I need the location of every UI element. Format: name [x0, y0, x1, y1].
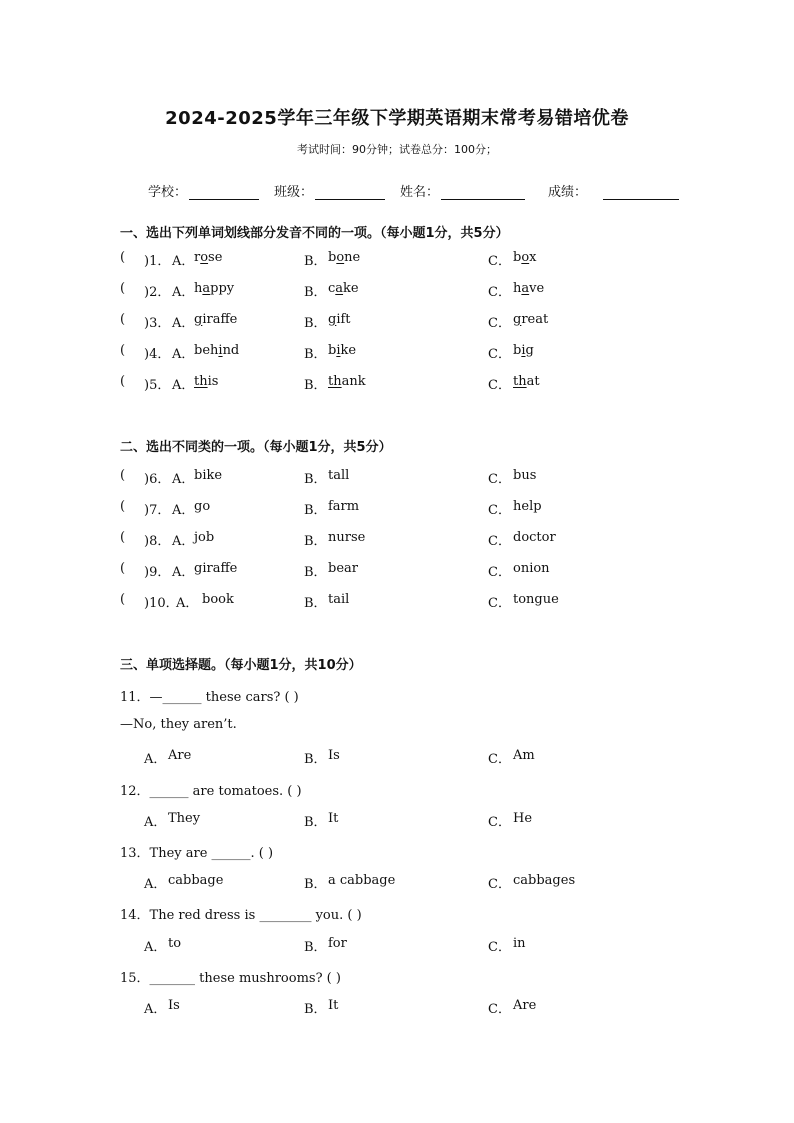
- option-b-label: B．: [304, 472, 327, 487]
- option-c[interactable]: [513, 281, 544, 296]
- option-b-label: B．: [304, 534, 327, 549]
- option-b-label: B．: [304, 316, 327, 331]
- underlined-letters: i: [336, 343, 341, 358]
- underlined-letters: g: [513, 312, 522, 327]
- option-a[interactable]: book: [202, 592, 234, 607]
- option-c-label: C．: [488, 877, 511, 892]
- question-8-row: [120, 530, 680, 550]
- option-c[interactable]: tongue: [513, 592, 559, 607]
- option-c-label: C．: [488, 752, 511, 767]
- question-number: )4．: [144, 347, 171, 362]
- option-a[interactable]: bike: [194, 468, 223, 483]
- answer-paren[interactable]: (: [120, 374, 126, 389]
- option-c-label: C．: [488, 1002, 511, 1017]
- word-part: ppy: [210, 281, 235, 296]
- answer-paren[interactable]: (: [120, 281, 126, 296]
- word-part: r: [194, 250, 201, 265]
- question-6-row: [120, 468, 680, 488]
- option-a[interactable]: go: [194, 499, 211, 514]
- option-c-label: C．: [488, 254, 511, 269]
- question-number: )1．: [144, 254, 171, 269]
- option-c-label: C．: [488, 534, 511, 549]
- word-part: b: [513, 250, 522, 265]
- option-b-label: B．: [304, 503, 327, 518]
- option-b[interactable]: [328, 374, 366, 389]
- underlined-letters: o: [521, 250, 530, 265]
- word-part: ank: [341, 374, 366, 389]
- option-c[interactable]: [513, 374, 540, 389]
- option-b-label: B．: [304, 1002, 327, 1017]
- option-b[interactable]: [328, 343, 356, 358]
- option-a[interactable]: Are: [168, 748, 192, 763]
- option-a-label: A．: [172, 565, 195, 580]
- score-label: 成绩：: [548, 185, 588, 200]
- option-a[interactable]: [194, 374, 218, 389]
- question-4-row: [120, 343, 680, 363]
- underlined-letters: g: [194, 312, 203, 327]
- option-a[interactable]: to: [168, 936, 182, 951]
- option-b[interactable]: farm: [328, 499, 360, 514]
- option-a-label: A．: [172, 534, 195, 549]
- word-part: reat: [521, 312, 549, 327]
- question-1-row: [120, 250, 680, 270]
- word-part: b: [328, 250, 337, 265]
- option-b-label: B．: [304, 877, 327, 892]
- question-11-options: [120, 748, 680, 768]
- option-a[interactable]: [194, 250, 222, 265]
- option-a-label: A．: [144, 1002, 167, 1017]
- underlined-letters: o: [336, 250, 345, 265]
- class-label: 班级：: [274, 185, 314, 200]
- answer-paren[interactable]: (: [120, 530, 126, 545]
- option-a-label: A．: [172, 378, 195, 393]
- question-number: )3．: [144, 316, 171, 331]
- option-a[interactable]: [194, 312, 237, 327]
- word-part: h: [513, 281, 522, 296]
- option-c-label: C．: [488, 316, 511, 331]
- question-14-stem: 14．The red dress is ________ you. ( ): [120, 908, 362, 923]
- question-11-stem: 11．—______ these cars? ( ): [120, 690, 299, 705]
- option-b-label: B．: [304, 378, 327, 393]
- option-b[interactable]: tall: [328, 468, 350, 483]
- score-blank[interactable]: [603, 185, 679, 200]
- word-part: at: [526, 374, 540, 389]
- option-c[interactable]: [513, 312, 548, 327]
- option-a-label: A．: [144, 940, 167, 955]
- section3-heading: 三、单项选择题。（每小题1分，共10分）: [120, 658, 362, 673]
- option-c-label: C．: [488, 503, 511, 518]
- question-15-options: [120, 998, 680, 1018]
- word-part: ve: [529, 281, 545, 296]
- question-number: )2．: [144, 285, 171, 300]
- option-c[interactable]: doctor: [513, 530, 556, 545]
- underlined-letters: i: [521, 343, 526, 358]
- question-13-options: [120, 873, 680, 893]
- option-a[interactable]: Is: [168, 998, 180, 1013]
- school-field[interactable]: [148, 181, 259, 200]
- question-12-options: [120, 811, 680, 831]
- option-a[interactable]: [194, 343, 239, 358]
- option-a-label: A．: [172, 254, 195, 269]
- answer-paren[interactable]: (: [120, 250, 126, 265]
- option-c-label: C．: [488, 596, 511, 611]
- option-b[interactable]: [328, 312, 351, 327]
- option-a[interactable]: cabbage: [168, 873, 224, 888]
- option-b-label: B．: [304, 752, 327, 767]
- option-c-label: C．: [488, 940, 511, 955]
- question-9-row: [120, 561, 680, 581]
- question-number: )7．: [144, 503, 171, 518]
- word-part: ke: [343, 281, 359, 296]
- word-part: ke: [340, 343, 357, 358]
- underlined-letters: th: [513, 374, 527, 389]
- option-a[interactable]: giraffe: [194, 561, 238, 576]
- school-label: 学校：: [148, 185, 188, 200]
- option-c[interactable]: help: [513, 499, 542, 514]
- name-blank[interactable]: [441, 185, 525, 200]
- option-b-label: B．: [304, 940, 327, 955]
- name-field[interactable]: [400, 181, 525, 200]
- option-a-label: A．: [144, 752, 167, 767]
- option-b-label: B．: [304, 347, 327, 362]
- option-b-label: B．: [304, 285, 327, 300]
- question-number: )10．: [144, 596, 179, 611]
- word-part: beh: [194, 343, 219, 358]
- score-field[interactable]: [548, 181, 679, 200]
- word-part: c: [328, 281, 336, 296]
- underlined-letters: th: [194, 374, 208, 389]
- option-b[interactable]: nurse: [328, 530, 366, 545]
- section1-heading: 一、选出下列单词划线部分发音不同的一项。（每小题1分，共5分）: [120, 226, 509, 241]
- question-7-row: [120, 499, 680, 519]
- option-a-label: A．: [172, 316, 195, 331]
- answer-paren[interactable]: (: [120, 343, 126, 358]
- option-a-label: A．: [144, 815, 167, 830]
- word-part: iraffe: [202, 312, 238, 327]
- section2-heading: 二、选出不同类的一项。（每小题1分，共5分）: [120, 440, 392, 455]
- answer-paren[interactable]: (: [120, 468, 126, 483]
- option-b[interactable]: for: [328, 936, 347, 951]
- option-a-label: A．: [172, 347, 195, 362]
- question-number: )9．: [144, 565, 171, 580]
- option-b[interactable]: [328, 250, 360, 265]
- answer-paren[interactable]: (: [120, 499, 126, 514]
- question-14-options: [120, 936, 680, 956]
- option-c[interactable]: [513, 250, 537, 265]
- option-b[interactable]: It: [328, 998, 339, 1013]
- question-number: )5．: [144, 378, 171, 393]
- option-c[interactable]: in: [513, 936, 526, 951]
- class-blank[interactable]: [315, 185, 385, 200]
- option-a-label: A．: [172, 472, 195, 487]
- underlined-letters: a: [521, 281, 530, 296]
- question-2-row: [120, 281, 680, 301]
- option-b[interactable]: tail: [328, 592, 350, 607]
- answer-paren[interactable]: (: [120, 592, 126, 607]
- option-c[interactable]: onion: [513, 561, 550, 576]
- question-15-stem: 15．_______ these mushrooms? ( ): [120, 971, 341, 986]
- question-12-stem: 12．______ are tomatoes. ( ): [120, 784, 302, 799]
- option-b-label: B．: [304, 815, 327, 830]
- question-10-row: [120, 592, 680, 612]
- option-a-label: A．: [172, 503, 195, 518]
- question-11-stem-2: —No, they aren’t.: [120, 717, 237, 732]
- option-c-label: C．: [488, 815, 511, 830]
- option-b-label: B．: [304, 565, 327, 580]
- question-3-row: [120, 312, 680, 332]
- underlined-letters: g: [328, 312, 337, 327]
- option-c-label: C．: [488, 378, 511, 393]
- word-part: b: [328, 343, 337, 358]
- option-a-label: A．: [144, 877, 167, 892]
- option-a[interactable]: [194, 281, 234, 296]
- word-part: g: [525, 343, 534, 358]
- option-c[interactable]: Am: [513, 748, 535, 763]
- option-b[interactable]: It: [328, 811, 339, 826]
- question-number: )6．: [144, 472, 171, 487]
- option-c[interactable]: bus: [513, 468, 537, 483]
- word-part: is: [207, 374, 219, 389]
- option-c-label: C．: [488, 565, 511, 580]
- answer-paren[interactable]: (: [120, 561, 126, 576]
- option-b[interactable]: Is: [328, 748, 340, 763]
- option-b[interactable]: [328, 281, 359, 296]
- option-a[interactable]: job: [194, 530, 215, 545]
- underlined-letters: th: [328, 374, 342, 389]
- name-label: 姓名：: [400, 185, 440, 200]
- word-part: se: [208, 250, 223, 265]
- option-a[interactable]: They: [168, 811, 201, 826]
- underlined-letters: i: [218, 343, 223, 358]
- option-c[interactable]: He: [513, 811, 533, 826]
- option-a-label: A．: [176, 596, 199, 611]
- student-info-row: [148, 181, 688, 201]
- option-b[interactable]: bear: [328, 561, 358, 576]
- underlined-letters: a: [335, 281, 344, 296]
- word-part: ift: [336, 312, 351, 327]
- underlined-letters: o: [200, 250, 209, 265]
- option-c[interactable]: Are: [513, 998, 537, 1013]
- underlined-letters: a: [202, 281, 211, 296]
- option-c-label: C．: [488, 347, 511, 362]
- option-c-label: C．: [488, 285, 511, 300]
- question-13-stem: 13．They are ______. ( ): [120, 846, 274, 861]
- option-c[interactable]: cabbages: [513, 873, 576, 888]
- word-part: b: [513, 343, 522, 358]
- question-number: )8．: [144, 534, 171, 549]
- word-part: h: [194, 281, 203, 296]
- exam-title: 2024-2025学年三年级下学期英语期末常考易错培优卷: [165, 108, 629, 129]
- option-b-label: B．: [304, 596, 327, 611]
- word-part: x: [529, 250, 537, 265]
- word-part: ne: [344, 250, 361, 265]
- option-b-label: B．: [304, 254, 327, 269]
- class-field[interactable]: [274, 181, 385, 200]
- question-5-row: [120, 374, 680, 394]
- option-c[interactable]: [513, 343, 534, 358]
- option-c-label: C．: [488, 472, 511, 487]
- option-b[interactable]: a cabbage: [328, 873, 396, 888]
- school-blank[interactable]: [189, 185, 259, 200]
- word-part: nd: [222, 343, 240, 358]
- exam-subtitle: 考试时间：90分钟；试卷总分：100分；: [297, 143, 497, 156]
- option-a-label: A．: [172, 285, 195, 300]
- answer-paren[interactable]: (: [120, 312, 126, 327]
